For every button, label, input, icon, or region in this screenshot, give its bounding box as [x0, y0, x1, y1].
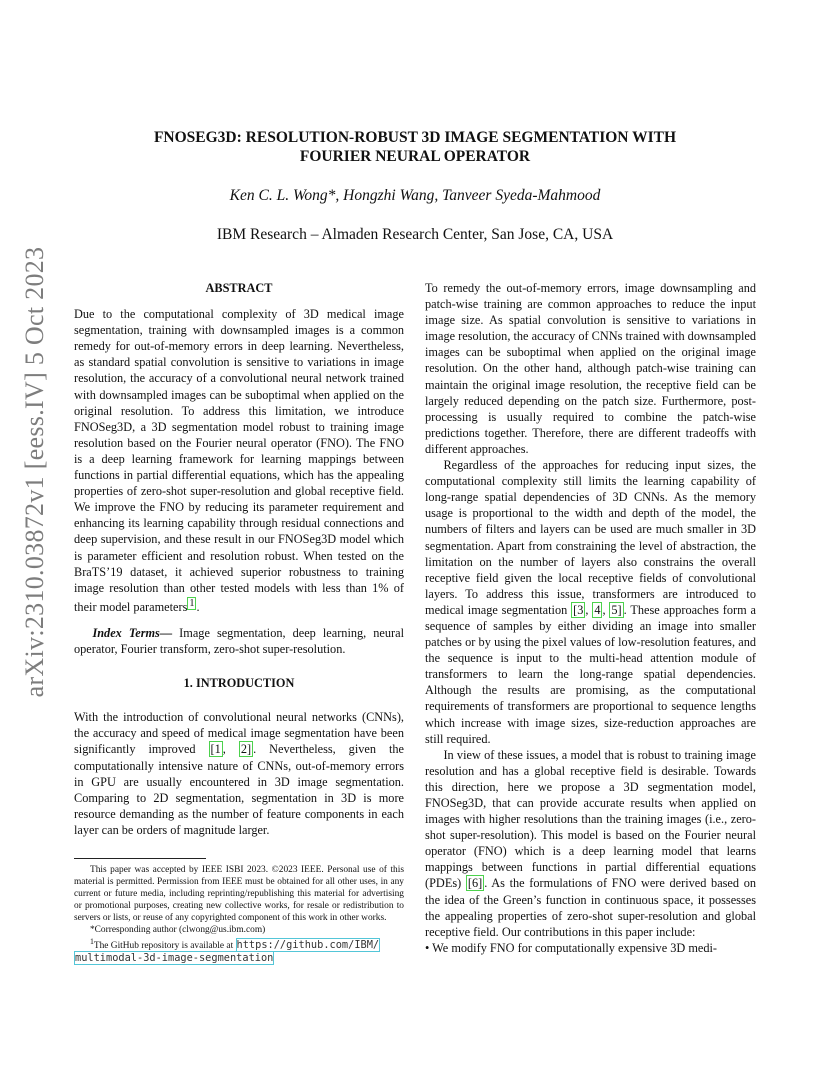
paragraph-2-text-b: . These approaches form a sequence of samples by either dividing an image into smaller patches or by using the pixel values of low-resolution features, and the sequence is input to the multi-head attention module of transformers to learn the long-range spatial dependencies. Although the results are promising, as the computational requirements of transformers are proportional to sequence lengths which increase with image sizes, size-reduction approaches are still required.: [425, 602, 756, 746]
citation-5-link[interactable]: 5]: [611, 602, 622, 617]
arxiv-identifier: arXiv:2310.03872v1 [eess.IV] 5 Oct 2023: [20, 246, 49, 698]
intro-paragraph: [74, 709, 404, 838]
citation-separator: ,: [602, 602, 610, 617]
corresponding-author-footnote: *Corresponding author (clwong@us.ibm.com): [89, 925, 266, 935]
right-paragraph-1: To remedy the out-of-memory errors, image downsampling and patch-wise training are common approaches to reduce the input image size. As spatial convolution is sensitive to variations in image resolution, the accuracy of CNNs trained with downsampled images can be suboptimal when applied on the original image resolution. On the other hand, although patch-wise training can maintain the original image resolution, the receptive field can be largely reduced depending on the patch size. Furthermore, post-processing is usually required to combine the patch-wise predictions together. Therefore, there are different tradeoffs with different approaches.: [425, 281, 756, 456]
github-url-link-continued[interactable]: multimodal-3d-image-segmentation: [75, 952, 274, 965]
citation-2-link[interactable]: 2]: [240, 742, 252, 757]
citation-6-link[interactable]: [6]: [467, 876, 483, 891]
github-footnote-mark: 1: [89, 937, 94, 946]
citation-4-link[interactable]: 4: [594, 602, 601, 617]
github-url-link[interactable]: https://github.com/IBM/: [236, 939, 380, 952]
right-paragraph-3: [425, 747, 756, 940]
abstract-text: Due to the computational complexity of 3D medical image segmentation, training with downsampled images is a common remedy for out-of-memory errors in deep learning. Nevertheless, as standard spatial convolution is sensitive to variations in image resolution, the accuracy of a convolutional neural network trained with downsampled images can be suboptimal when applied on the original resolution. To address this limitation, we introduce FNOSeg3D, a 3D segmentation model robust to training image resolution based on the Fourier neural operator (FNO). The FNO is a deep learning framework for learning mappings between functions in partial differential equations, which has the appealing properties of zero-shot super-resolution and global receptive field. We improve the FNO by reducing its parameter requirement and enhancing its learning capability through residual connections and deep supervision, and these result in our FNOSeg3D model which is parameter efficient and resolution robust. When tested on the BraTS’19 dataset, it achieved superior robustness to training image resolution than other tested models with less than 1% of their model parameters: [74, 307, 404, 614]
contribution-bullet: [425, 940, 756, 956]
citation-separator: ,: [222, 742, 239, 757]
right-paragraph-2: [425, 457, 756, 747]
abstract-text-end: .: [196, 599, 200, 614]
footnotes: [74, 864, 404, 965]
paragraph-3-text-b: . As the formulations of FNO were derived based on the idea of the Green’s function in continuous space, it possesses the appealing properties of zero-shot super-resolution and global receptive field. Our contributions in this paper include:: [425, 876, 757, 939]
index-terms-text: Image segmentation, deep learning, neural operator, Fourier transform, zero-shot super-resolution.: [74, 625, 404, 657]
abstract-heading: ABSTRACT: [205, 281, 273, 295]
github-footnote-text: The GitHub repository is available at: [93, 941, 236, 952]
contribution-bullet-text: We modify FNO for computationally expensive 3D medi-: [432, 940, 718, 955]
paragraph-2-text-a: Regardless of the approaches for reducing input sizes, the computational complexity still limits the learning capability of long-range spatial dependencies of 3D CNNs. As the memory usage is proportional to the width and depth of the model, the numbers of filters and layers can be used are much smaller in 3D segmentation. Apart from constraining the level of abstraction, the limitation on the number of layers also constrains the overall receptive field given the local receptive fields of convolutional layers. To address this issue, transformers are introduced to medical image segmentation: [425, 458, 756, 617]
arxiv-sidebar: [0, 0, 60, 1072]
index-terms-label: Index Terms—: [92, 625, 173, 640]
license-footnote: This paper was accepted by IEEE ISBI 2023. ©2023 IEEE. Personal use of this material is permitted. Permission from IEEE must be obtained for all other uses, in any current or future media, including reprinting/republishing this material for advertising or promotional purposes, creating new collective works, for resale or redistribution to servers or lists, or reuse of any copyrighted component of this work in other works.: [74, 865, 404, 923]
paper-title-line-1: FNOSEG3D: RESOLUTION-ROBUST 3D IMAGE SEGMENTATION WITH: [153, 129, 677, 146]
paper-title: [110, 128, 720, 166]
intro-text-b: . Nevertheless, given the computationally intensive nature of CNNs, out-of-memory errors in GPU are usually encountered in 3D image segmentation. Comparing to 2D segmentation, segmentation in 3D is more resource demanding as the number of feature components in each layer can be orders of magnitude larger.: [74, 742, 404, 837]
citation-3-link[interactable]: [3: [573, 602, 584, 617]
paper-title-line-2: FOURIER NEURAL OPERATOR: [299, 148, 531, 165]
citation-1-link[interactable]: [1: [210, 742, 221, 757]
bullet-marker: •: [425, 940, 430, 955]
paragraph-3-text-a: In view of these issues, a model that is robust to training image resolution and has a global receptive field is desirable. Towards this direction, here we propose a 3D segmentation model, FNOSeg3D, that can provide accurate results when applied on images with higher resolutions than the training images (i.e., zero-shot super-resolution). This model is based on the Fourier neural operator (FNO) which is a deep learning model that learns mappings between functions in partial differential equations (PDEs): [425, 747, 756, 891]
footnote-divider: [74, 858, 206, 859]
paper-authors: Ken C. L. Wong*, Hongzhi Wang, Tanveer Syeda-Mahmood: [229, 187, 601, 204]
introduction-heading: 1. INTRODUCTION: [183, 676, 295, 691]
right-column: [425, 280, 756, 956]
github-footnote: [74, 936, 404, 965]
index-terms: [74, 625, 404, 657]
footnote-1-link[interactable]: 1: [189, 597, 195, 609]
abstract-body: [74, 306, 404, 615]
intro-text-a: With the introduction of convolutional neural networks (CNNs), the accuracy and speed of medical image segmentation have been significantly improved: [74, 710, 404, 757]
left-column: [74, 280, 404, 838]
citation-separator: ,: [585, 602, 593, 617]
paper-affiliation: IBM Research – Almaden Research Center, San Jose, CA, USA: [216, 226, 614, 243]
